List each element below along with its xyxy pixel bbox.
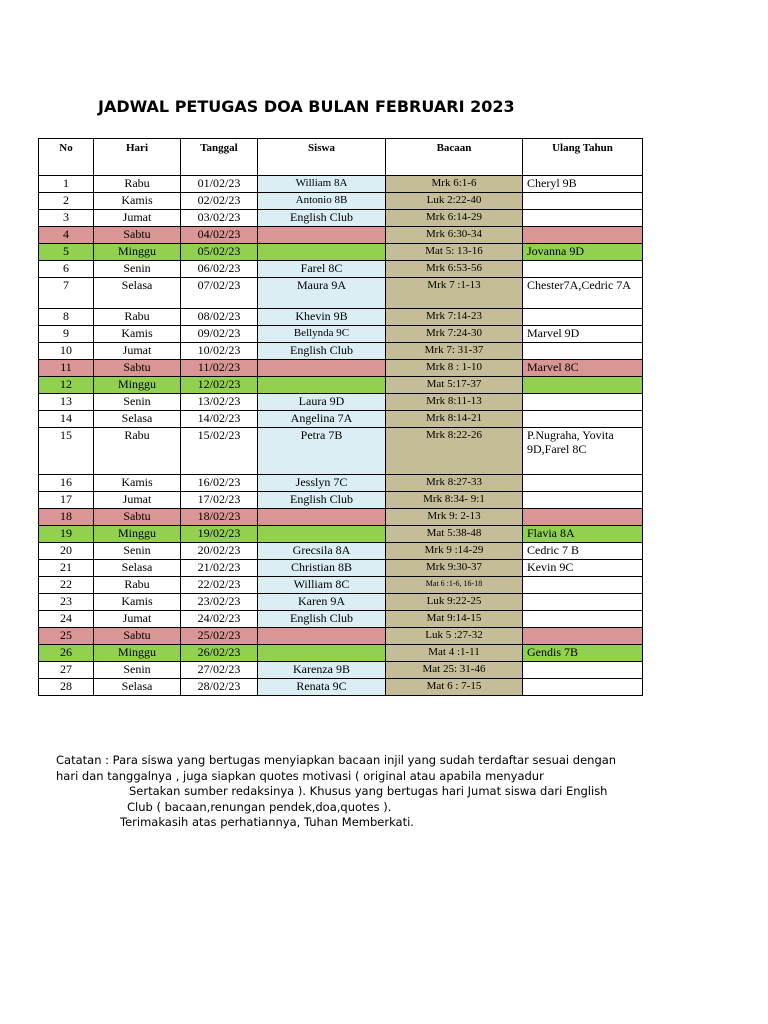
cell-bacaan: Mrk 8:34- 9:1 bbox=[386, 492, 523, 509]
table-row bbox=[39, 360, 643, 377]
note-block bbox=[56, 753, 656, 831]
cell-no: 7 bbox=[39, 278, 94, 309]
table-row bbox=[39, 679, 643, 696]
cell-siswa bbox=[258, 377, 386, 394]
table-row bbox=[39, 543, 643, 560]
cell-ulang-tahun bbox=[523, 475, 643, 492]
cell-siswa: Renata 9C bbox=[258, 679, 386, 696]
cell-ulang-tahun: Kevin 9C bbox=[523, 560, 643, 577]
cell-ulang-tahun bbox=[523, 261, 643, 278]
cell-hari: Sabtu bbox=[94, 227, 181, 244]
cell-tanggal: 06/02/23 bbox=[181, 261, 258, 278]
header-hari: Hari bbox=[94, 139, 181, 176]
cell-bacaan: Luk 2:22-40 bbox=[386, 193, 523, 210]
cell-tanggal: 03/02/23 bbox=[181, 210, 258, 227]
cell-tanggal: 28/02/23 bbox=[181, 679, 258, 696]
cell-bacaan: Mat 4 :1-11 bbox=[386, 645, 523, 662]
cell-ulang-tahun bbox=[523, 343, 643, 360]
cell-no: 19 bbox=[39, 526, 94, 543]
cell-ulang-tahun bbox=[523, 611, 643, 628]
cell-hari: Selasa bbox=[94, 560, 181, 577]
cell-hari: Jumat bbox=[94, 611, 181, 628]
cell-hari: Senin bbox=[94, 261, 181, 278]
note-line: Terimakasih atas perhatiannya, Tuhan Memberkati. bbox=[120, 815, 414, 829]
cell-ulang-tahun bbox=[523, 377, 643, 394]
cell-tanggal: 25/02/23 bbox=[181, 628, 258, 645]
cell-siswa bbox=[258, 526, 386, 543]
cell-hari: Jumat bbox=[94, 210, 181, 227]
cell-bacaan: Mrk 9: 2-13 bbox=[386, 509, 523, 526]
cell-ulang-tahun: Cheryl 9B bbox=[523, 176, 643, 193]
cell-hari: Kamis bbox=[94, 475, 181, 492]
cell-no: 25 bbox=[39, 628, 94, 645]
cell-bacaan: Mrk 8:11-13 bbox=[386, 394, 523, 411]
cell-ulang-tahun bbox=[523, 662, 643, 679]
cell-bacaan: Mrk 8:27-33 bbox=[386, 475, 523, 492]
table-row bbox=[39, 377, 643, 394]
cell-ulang-tahun: Flavia 8A bbox=[523, 526, 643, 543]
cell-bacaan: Mrk 8 : 1-10 bbox=[386, 360, 523, 377]
cell-siswa: Khevin 9B bbox=[258, 309, 386, 326]
cell-ulang-tahun: Jovanna 9D bbox=[523, 244, 643, 261]
cell-tanggal: 15/02/23 bbox=[181, 428, 258, 475]
cell-bacaan: Mat 6 :1-6, 16-18 bbox=[386, 577, 523, 594]
table-row bbox=[39, 261, 643, 278]
cell-tanggal: 23/02/23 bbox=[181, 594, 258, 611]
page-title: JADWAL PETUGAS DOA BULAN FEBRUARI 2023 bbox=[98, 97, 515, 116]
schedule-table bbox=[38, 138, 643, 696]
cell-hari: Rabu bbox=[94, 176, 181, 193]
cell-hari: Sabtu bbox=[94, 509, 181, 526]
cell-ulang-tahun bbox=[523, 679, 643, 696]
cell-siswa: English Club bbox=[258, 611, 386, 628]
cell-hari: Kamis bbox=[94, 326, 181, 343]
table-row bbox=[39, 244, 643, 261]
cell-hari: Sabtu bbox=[94, 360, 181, 377]
cell-no: 10 bbox=[39, 343, 94, 360]
cell-ulang-tahun bbox=[523, 577, 643, 594]
cell-siswa: William 8C bbox=[258, 577, 386, 594]
table-row bbox=[39, 560, 643, 577]
cell-no: 24 bbox=[39, 611, 94, 628]
cell-hari: Rabu bbox=[94, 577, 181, 594]
cell-ulang-tahun bbox=[523, 227, 643, 244]
header-ulang-tahun: Ulang Tahun bbox=[523, 139, 643, 176]
cell-bacaan: Mat 6 : 7-15 bbox=[386, 679, 523, 696]
cell-ulang-tahun: Cedric 7 B bbox=[523, 543, 643, 560]
table-row bbox=[39, 343, 643, 360]
cell-no: 9 bbox=[39, 326, 94, 343]
header-bacaan: Bacaan bbox=[386, 139, 523, 176]
cell-no: 12 bbox=[39, 377, 94, 394]
header-siswa: Siswa bbox=[258, 139, 386, 176]
table-row bbox=[39, 526, 643, 543]
cell-bacaan: Mrk 6:14-29 bbox=[386, 210, 523, 227]
cell-hari: Senin bbox=[94, 543, 181, 560]
cell-siswa: Farel 8C bbox=[258, 261, 386, 278]
cell-no: 22 bbox=[39, 577, 94, 594]
cell-tanggal: 07/02/23 bbox=[181, 278, 258, 309]
cell-tanggal: 01/02/23 bbox=[181, 176, 258, 193]
cell-siswa bbox=[258, 227, 386, 244]
cell-hari: Minggu bbox=[94, 244, 181, 261]
cell-hari: Rabu bbox=[94, 309, 181, 326]
cell-ulang-tahun bbox=[523, 394, 643, 411]
table-row bbox=[39, 326, 643, 343]
cell-bacaan: Mrk 9:30-37 bbox=[386, 560, 523, 577]
cell-bacaan: Luk 5 :27-32 bbox=[386, 628, 523, 645]
cell-ulang-tahun: P.Nugraha, Yovita 9D,Farel 8C bbox=[523, 428, 643, 475]
cell-no: 23 bbox=[39, 594, 94, 611]
table-header-row bbox=[39, 139, 643, 176]
cell-siswa: William 8A bbox=[258, 176, 386, 193]
cell-tanggal: 11/02/23 bbox=[181, 360, 258, 377]
cell-no: 8 bbox=[39, 309, 94, 326]
cell-no: 1 bbox=[39, 176, 94, 193]
cell-no: 17 bbox=[39, 492, 94, 509]
cell-hari: Rabu bbox=[94, 428, 181, 475]
cell-tanggal: 17/02/23 bbox=[181, 492, 258, 509]
cell-no: 3 bbox=[39, 210, 94, 227]
cell-siswa: Angelina 7A bbox=[258, 411, 386, 428]
note-line: hari dan tanggalnya , juga siapkan quotes motivasi ( original atau apabila menyadur bbox=[56, 768, 544, 783]
cell-siswa bbox=[258, 360, 386, 377]
cell-bacaan: Mat 9:14-15 bbox=[386, 611, 523, 628]
cell-tanggal: 19/02/23 bbox=[181, 526, 258, 543]
cell-siswa: Grecsila 8A bbox=[258, 543, 386, 560]
cell-ulang-tahun bbox=[523, 309, 643, 326]
cell-siswa: Antonio 8B bbox=[258, 193, 386, 210]
cell-tanggal: 02/02/23 bbox=[181, 193, 258, 210]
cell-no: 14 bbox=[39, 411, 94, 428]
cell-siswa: Bellynda 9C bbox=[258, 326, 386, 343]
cell-no: 26 bbox=[39, 645, 94, 662]
cell-tanggal: 21/02/23 bbox=[181, 560, 258, 577]
cell-bacaan: Mrk 7:24-30 bbox=[386, 326, 523, 343]
cell-ulang-tahun: Marvel 9D bbox=[523, 326, 643, 343]
note-line: Sertakan sumber redaksinya ). Khusus yang bertugas hari Jumat siswa dari English bbox=[129, 784, 608, 798]
cell-bacaan: Mrk 8:14-21 bbox=[386, 411, 523, 428]
table-row bbox=[39, 193, 643, 210]
cell-tanggal: 20/02/23 bbox=[181, 543, 258, 560]
cell-hari: Minggu bbox=[94, 377, 181, 394]
cell-ulang-tahun bbox=[523, 492, 643, 509]
cell-tanggal: 05/02/23 bbox=[181, 244, 258, 261]
cell-siswa: Petra 7B bbox=[258, 428, 386, 475]
cell-siswa: Laura 9D bbox=[258, 394, 386, 411]
cell-no: 4 bbox=[39, 227, 94, 244]
cell-no: 6 bbox=[39, 261, 94, 278]
cell-tanggal: 08/02/23 bbox=[181, 309, 258, 326]
cell-tanggal: 09/02/23 bbox=[181, 326, 258, 343]
cell-siswa bbox=[258, 628, 386, 645]
table-row bbox=[39, 210, 643, 227]
cell-bacaan: Mrk 8:22-26 bbox=[386, 428, 523, 475]
cell-hari: Sabtu bbox=[94, 628, 181, 645]
table-row bbox=[39, 645, 643, 662]
cell-tanggal: 04/02/23 bbox=[181, 227, 258, 244]
cell-no: 28 bbox=[39, 679, 94, 696]
cell-tanggal: 14/02/23 bbox=[181, 411, 258, 428]
table-body bbox=[39, 176, 643, 696]
cell-hari: Selasa bbox=[94, 411, 181, 428]
cell-siswa: Maura 9A bbox=[258, 278, 386, 309]
cell-no: 27 bbox=[39, 662, 94, 679]
table-row bbox=[39, 176, 643, 193]
cell-bacaan: Luk 9:22-25 bbox=[386, 594, 523, 611]
cell-ulang-tahun bbox=[523, 594, 643, 611]
cell-ulang-tahun bbox=[523, 193, 643, 210]
cell-no: 2 bbox=[39, 193, 94, 210]
note-line: Catatan : Para siswa yang bertugas menyiapkan bacaan injil yang sudah terdaftar sesuai dengan bbox=[56, 753, 617, 767]
cell-hari: Jumat bbox=[94, 492, 181, 509]
cell-hari: Kamis bbox=[94, 594, 181, 611]
cell-bacaan: Mrk 7:14-23 bbox=[386, 309, 523, 326]
cell-tanggal: 27/02/23 bbox=[181, 662, 258, 679]
cell-hari: Minggu bbox=[94, 645, 181, 662]
header-no: No bbox=[39, 139, 94, 176]
cell-tanggal: 13/02/23 bbox=[181, 394, 258, 411]
table-row bbox=[39, 577, 643, 594]
cell-ulang-tahun: Gendis 7B bbox=[523, 645, 643, 662]
cell-siswa: English Club bbox=[258, 343, 386, 360]
cell-bacaan: Mat 5:38-48 bbox=[386, 526, 523, 543]
cell-siswa: Karenza 9B bbox=[258, 662, 386, 679]
header-tanggal: Tanggal bbox=[181, 139, 258, 176]
cell-no: 16 bbox=[39, 475, 94, 492]
cell-bacaan: Mrk 7 :1-13 bbox=[386, 278, 523, 309]
cell-hari: Selasa bbox=[94, 679, 181, 696]
table-row bbox=[39, 492, 643, 509]
cell-siswa: English Club bbox=[258, 210, 386, 227]
cell-ulang-tahun bbox=[523, 509, 643, 526]
cell-hari: Senin bbox=[94, 394, 181, 411]
table-row bbox=[39, 278, 643, 309]
cell-hari: Senin bbox=[94, 662, 181, 679]
cell-tanggal: 26/02/23 bbox=[181, 645, 258, 662]
cell-hari: Kamis bbox=[94, 193, 181, 210]
cell-siswa bbox=[258, 645, 386, 662]
cell-no: 20 bbox=[39, 543, 94, 560]
cell-siswa: English Club bbox=[258, 492, 386, 509]
cell-tanggal: 18/02/23 bbox=[181, 509, 258, 526]
table-row bbox=[39, 594, 643, 611]
cell-siswa: Karen 9A bbox=[258, 594, 386, 611]
cell-bacaan: Mrk 7: 31-37 bbox=[386, 343, 523, 360]
table-row bbox=[39, 309, 643, 326]
table-row bbox=[39, 428, 643, 475]
cell-siswa: Jesslyn 7C bbox=[258, 475, 386, 492]
table-row bbox=[39, 662, 643, 679]
cell-tanggal: 12/02/23 bbox=[181, 377, 258, 394]
cell-siswa bbox=[258, 244, 386, 261]
note-line: Club ( bacaan,renungan pendek,doa,quotes ). bbox=[127, 799, 392, 814]
cell-ulang-tahun: Marvel 8C bbox=[523, 360, 643, 377]
cell-ulang-tahun bbox=[523, 411, 643, 428]
table-row bbox=[39, 475, 643, 492]
cell-no: 21 bbox=[39, 560, 94, 577]
cell-bacaan: Mrk 6:30-34 bbox=[386, 227, 523, 244]
cell-tanggal: 10/02/23 bbox=[181, 343, 258, 360]
table-row bbox=[39, 509, 643, 526]
cell-siswa: Christian 8B bbox=[258, 560, 386, 577]
cell-bacaan: Mat 25: 31-46 bbox=[386, 662, 523, 679]
cell-bacaan: Mrk 6:53-56 bbox=[386, 261, 523, 278]
cell-tanggal: 22/02/23 bbox=[181, 577, 258, 594]
cell-no: 15 bbox=[39, 428, 94, 475]
cell-tanggal: 24/02/23 bbox=[181, 611, 258, 628]
cell-no: 11 bbox=[39, 360, 94, 377]
table-row bbox=[39, 394, 643, 411]
cell-hari: Selasa bbox=[94, 278, 181, 309]
table-row bbox=[39, 611, 643, 628]
table-row bbox=[39, 628, 643, 645]
cell-tanggal: 16/02/23 bbox=[181, 475, 258, 492]
cell-bacaan: Mat 5:17-37 bbox=[386, 377, 523, 394]
cell-siswa bbox=[258, 509, 386, 526]
cell-hari: Jumat bbox=[94, 343, 181, 360]
cell-bacaan: Mrk 6:1-6 bbox=[386, 176, 523, 193]
cell-ulang-tahun: Chester7A,Cedric 7A bbox=[523, 278, 643, 309]
cell-no: 13 bbox=[39, 394, 94, 411]
cell-hari: Minggu bbox=[94, 526, 181, 543]
table-row bbox=[39, 411, 643, 428]
cell-bacaan: Mat 5: 13-16 bbox=[386, 244, 523, 261]
cell-no: 5 bbox=[39, 244, 94, 261]
cell-ulang-tahun bbox=[523, 210, 643, 227]
table-row bbox=[39, 227, 643, 244]
cell-no: 18 bbox=[39, 509, 94, 526]
cell-ulang-tahun bbox=[523, 628, 643, 645]
cell-bacaan: Mrk 9 :14-29 bbox=[386, 543, 523, 560]
